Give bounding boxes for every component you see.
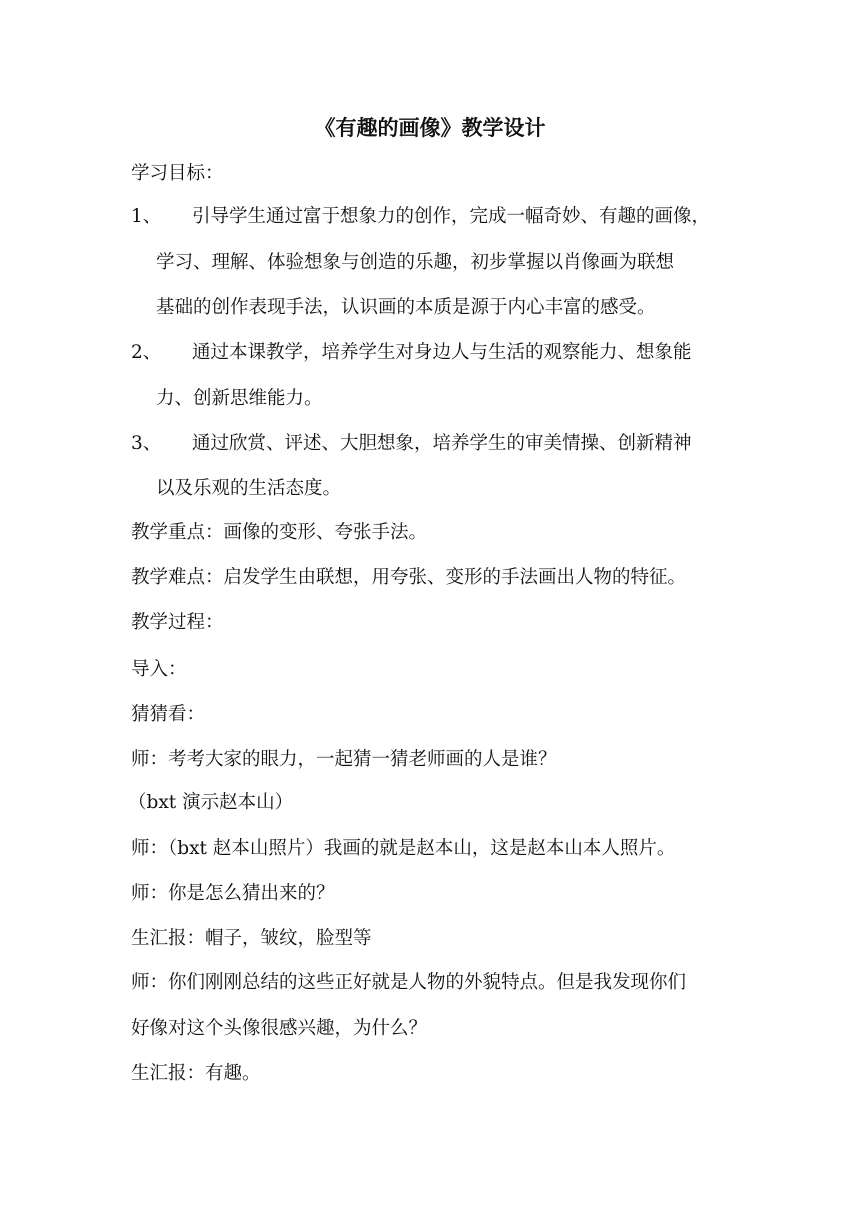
objective-text: 引导学生通过富于想象力的创作，完成一幅奇妙、有趣的画像， xyxy=(192,206,711,227)
objective-continuation: 基础的创作表现手法，认识画的本质是源于内心丰富的感受。 xyxy=(156,297,656,318)
dialogue-line: 师：你们刚刚总结的这些正好就是人物的外貌特点。但是我发现你们 xyxy=(131,972,687,993)
objectives-heading: 学习目标： xyxy=(131,163,224,184)
objective-number: 1、 xyxy=(131,206,162,227)
objective-continuation: 学习、理解、体验想象与创造的乐趣，初步掌握以肖像画为联想 xyxy=(156,252,675,273)
dialogue-line: 生汇报：帽子，皱纹，脸型等 xyxy=(131,928,372,949)
dialogue-line: 好像对这个头像很感兴趣，为什么？ xyxy=(131,1018,428,1039)
intro-heading: 导入： xyxy=(131,659,187,680)
objective-continuation: 力、创新思维能力。 xyxy=(156,388,323,409)
objective-number: 2、 xyxy=(131,342,162,363)
dialogue-line: 生汇报：有趣。 xyxy=(131,1063,261,1084)
objective-number: 3、 xyxy=(131,433,162,454)
difficulty: 教学难点：启发学生由联想，用夸张、变形的手法画出人物的特征。 xyxy=(131,567,687,588)
dialogue-line: 师：考考大家的眼力，一起猜一猜老师画的人是谁？ xyxy=(131,749,557,770)
objective-continuation: 以及乐观的生活态度。 xyxy=(156,478,342,499)
document-title: 《有趣的画像》教学设计 xyxy=(314,115,546,140)
key-point: 教学重点：画像的变形、夸张手法。 xyxy=(131,522,428,543)
objective-text: 通过欣赏、评述、大胆想象，培养学生的审美情操、创新精神 xyxy=(192,433,692,454)
dialogue-line: （bxt 演示赵本山） xyxy=(128,792,294,813)
guess-heading: 猜猜看： xyxy=(131,704,206,725)
objective-text: 通过本课教学，培养学生对身边人与生活的观察能力、想象能 xyxy=(192,342,692,363)
dialogue-line: 师：（bxt 赵本山照片）我画的就是赵本山，这是赵本山本人照片。 xyxy=(131,838,676,859)
dialogue-line: 师：你是怎么猜出来的？ xyxy=(131,883,335,904)
process-heading: 教学过程： xyxy=(131,612,224,633)
